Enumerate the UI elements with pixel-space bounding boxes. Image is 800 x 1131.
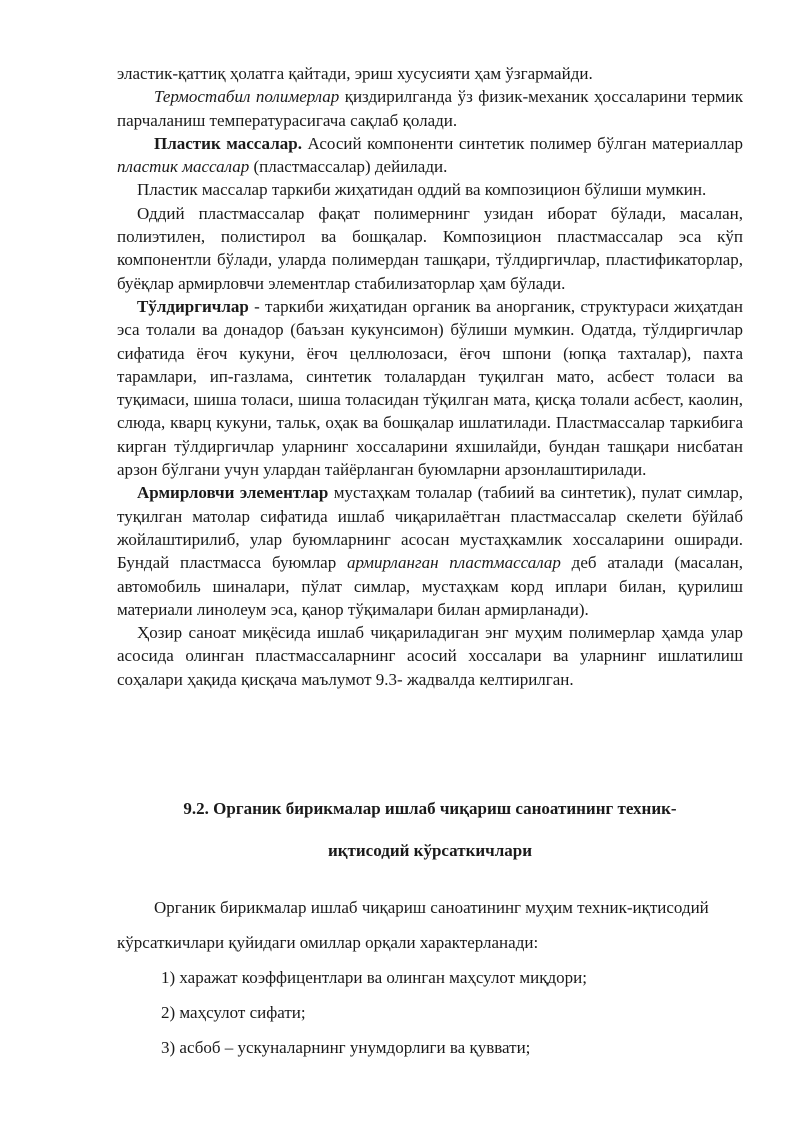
paragraph-plastic-masses <box>117 132 743 179</box>
paragraph-1 <box>117 62 743 85</box>
list-item-3: 3) асбоб – ускуналарнинг унумдорлиги ва қуввати; <box>161 1038 531 1057</box>
paragraph-fillers <box>117 295 743 481</box>
term-plastic-masses-italic: пластик массалар <box>117 157 250 177</box>
paragraph-reinforcing <box>117 481 743 621</box>
section-body <box>117 890 743 1065</box>
section-intro: Органик бирикмалар ишлаб чиқариш саноатининг муҳим техник-иқтисодий кўрсаткичлари қуйидаги омиллар орқали характерланади: <box>117 898 709 952</box>
paragraph-thermostable-text: қиздирилганда ўз физик-механик ҳоссаларини термик парчаланиш температурасигача сақлаб қолади. <box>117 87 743 130</box>
paragraph-table-reference-text: Ҳозир саноат миқёсида ишлаб чиқариладиган энг муҳим полимерлар ҳамда улар асосида олинган пластмассаларнинг асосий хоссалари ва уларнинг ишлатилиш соҳалари ҳақида қисқача маълумот 9.3- жадвалда келтирилган. <box>117 623 743 689</box>
body-text <box>117 62 743 691</box>
paragraph-plastic-masses-text-a: Асосий компоненти синтетик полимер бўлган материаллар <box>301 133 744 153</box>
paragraph-composition <box>117 178 743 201</box>
paragraph-table-reference <box>117 621 743 691</box>
paragraph-fillers-text: - таркиби жиҳатидан органик ва анорганик, структураси жиҳатдан эса толали ва донадор (баъзан кукунсимон) бўлиши мумкин. Одатда, тўлдиргичлар сифатида ёғоч кукуни, ёғоч целлюлозаси, ёғоч шпони (юпқа тахталар), пахта тарамлари, ип-газлама, синтетик толалардан туқилган мато, асбест толаси ва туқимаси, шиша толаси, шиша толасидан тўқилган мата, қисқа толали асбест, каолин, слюда, кварц кукуни, тальк, оҳак ва бошқалар ишлатилади. Пластмассалар таркибига кирган тўлдиргичлар уларнинг хоссаларини яхшилайди, бундан ташқари нисбатан арзон бўлгани учун улардан тайёрланган буюмларни арзонлаштирилади. <box>117 296 743 480</box>
term-reinforced-plastics: армирланган пластмассалар <box>347 553 561 573</box>
paragraph-plastic-masses-text-b: (пластмассалар) дейилади. <box>249 157 448 177</box>
paragraph-reinforcing-text-b: деб аталади (масалан, автомобиль шиналари, пўлат симлар, мустаҳкам корд иплари билан, қурилиш материали линолеум эса, қанор тўқималари билан армирланади). <box>117 553 744 619</box>
section-heading-line-1: 9.2. Органик бирикмалар ишлаб чиқариш саноатининг техник- <box>183 799 677 818</box>
paragraph-reinforcing-text-a: мустаҳкам толалар (табиий ва синтетик), пулат симлар, туқилган матолар сифатида ишлаб чиқарилаётган пластмассалар скелети бўйлаб жойлаштирилиб, улар буюмларнинг асосан мустаҳкамлик хоссаларини оширади. Бундай пластмасса буюмлар <box>117 483 744 573</box>
term-thermostable: Термостабил полимерлар <box>154 87 340 107</box>
paragraph-simple-plastics <box>117 202 743 295</box>
section-heading-line-2: иқтисодий кўрсаткичлари <box>327 841 533 860</box>
paragraph-thermostable <box>117 85 743 132</box>
paragraph-simple-plastics-text: Оддий пластмассалар фақат полимернинг узидан иборат бўлади, масалан, полиэтилен, полистирол ва бошқалар. Композицион пластмассалар эса кўп компонентли бўлади, уларда полимердан ташқари, тўлдиргичлар, пластификаторлар, буёқлар армирловчи элементлар стабилизаторлар ҳам бўлади. <box>117 203 743 293</box>
section-heading <box>117 788 743 872</box>
list-item-1: 1) харажат коэффицентлари ва олинган маҳсулот миқдори; <box>161 968 587 987</box>
paragraph-composition-text: Пластик массалар таркиби жиҳатидан оддий ва композицион бўлиши мумкин. <box>137 180 707 200</box>
term-fillers: Тўлдиргичлар <box>137 296 249 316</box>
term-plastic-masses: Пластик массалар. <box>154 133 302 153</box>
list-item-2: 2) маҳсулот сифати; <box>161 1003 306 1022</box>
term-reinforcing: Армирловчи элементлар <box>137 483 329 503</box>
paragraph-1-text: эластик-қаттиқ ҳолатга қайтади, эриш хусусияти ҳам ўзгармайди. <box>117 64 593 83</box>
